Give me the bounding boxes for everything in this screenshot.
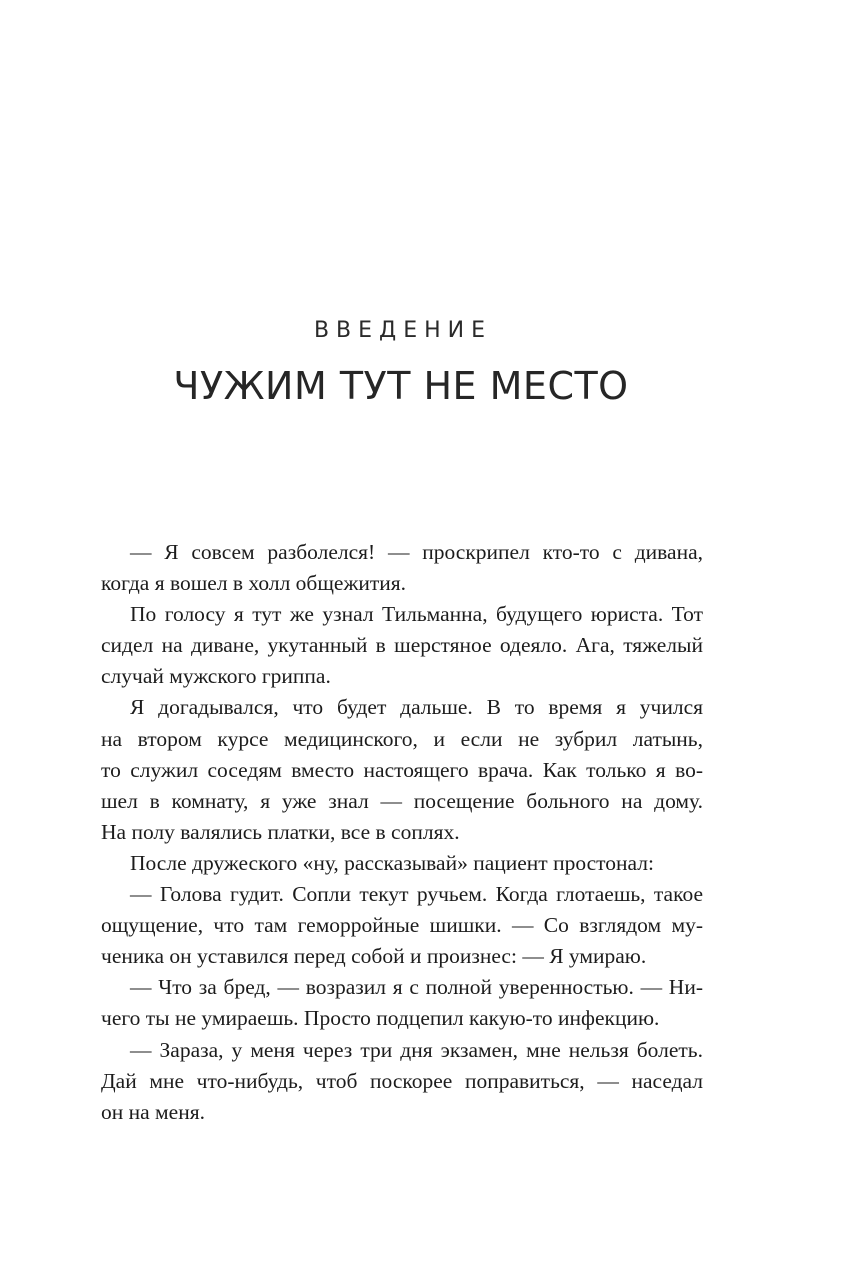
text-line: то служил соседям вместо настоящего врача. Как только я во- [101,757,703,782]
text-line: Дай мне что-нибудь, чтоб поскорее поправиться, — наседал [101,1068,703,1093]
text-line: — Зараза, у меня через три дня экзамен, мне нельзя болеть. [130,1037,703,1062]
text-line: По голосу я тут же узнал Тильманна, будущего юриста. Тот [130,602,703,627]
text-line: ченика он уставился перед собой и произнес: — Я умираю. [101,944,647,969]
paragraph-4 [101,848,703,879]
text-line: ощущение, что там геморройные шишки. — Со взглядом му- [101,913,703,938]
paragraph-1 [101,537,703,599]
chapter-title: ЧУЖИМ ТУТ НЕ МЕСТО [173,364,629,408]
text-line: шел в комнату, я уже знал — посещение больного на дому. [101,788,703,813]
paragraph-5 [101,879,703,972]
text-line: случай мужского гриппа. [101,664,331,689]
text-line: После дружеского «ну, рассказывай» пациент простонал: [130,850,654,875]
text-line: сидел на диване, укутанный в шерстяное одеяло. Ага, тяжелый [101,633,703,658]
paragraph-6 [101,972,703,1034]
text-line: Я догадывался, что будет дальше. В то время я учился [130,695,703,720]
paragraph-2 [101,599,703,692]
paragraph-3 [101,692,703,847]
body-text [101,537,703,1128]
text-line: когда я вошел в холл общежития. [101,571,406,596]
text-line: На полу валялись платки, все в соплях. [101,819,460,844]
paragraph-7 [101,1035,703,1128]
chapter-label: ВВЕДЕНИЕ [313,318,493,343]
text-line: — Голова гудит. Сопли текут ручьем. Когда глотаешь, такое [130,882,703,907]
text-line: — Я совсем разболелся! — проскрипел кто-то с дивана, [130,540,703,564]
text-line: на втором курсе медицинского, и если не зубрил латынь, [101,726,703,751]
text-line: — Что за бред, — возразил я с полной уверенностью. — Ни- [130,975,703,1000]
text-line: чего ты не умираешь. Просто подцепил какую-то инфекцию. [101,1006,660,1031]
text-line: он на меня. [101,1099,205,1124]
